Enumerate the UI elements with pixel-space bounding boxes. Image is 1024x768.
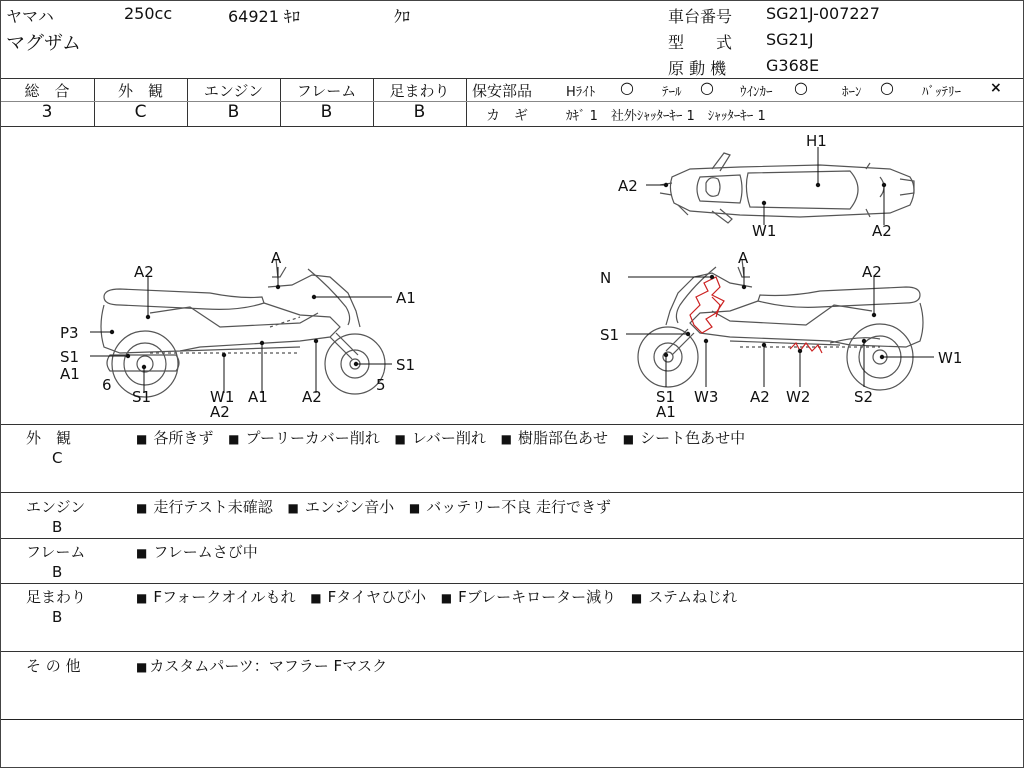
winker-status: ○ bbox=[794, 78, 808, 97]
label-top-a2-left: A2 bbox=[618, 177, 638, 195]
headlight-status: ○ bbox=[620, 78, 634, 97]
label-left-s1-right: S1 bbox=[396, 356, 416, 374]
note-grade: B bbox=[52, 608, 63, 626]
frame-number-label: 車台番号 bbox=[668, 7, 733, 26]
label-top-w1: W1 bbox=[752, 222, 777, 240]
note-item: Fブレーキローター減り bbox=[458, 588, 617, 606]
tail-label: ﾃｰﾙ bbox=[662, 85, 682, 100]
label-right-a: A bbox=[738, 249, 749, 267]
keys-value: ｶｷﾞ 1 社外ｼｬｯﾀｰｷｰ 1 ｼｬｯﾀｰｷｰ 1 bbox=[566, 109, 766, 124]
bullet-icon: ■ bbox=[136, 546, 148, 560]
grade-exterior-label: 外 観 bbox=[117, 82, 163, 100]
label-right-w2: W2 bbox=[786, 388, 811, 406]
engine-code-label: 原 動 機 bbox=[668, 59, 727, 78]
bullet-icon: ■ bbox=[136, 501, 148, 515]
grade-overall-value: 3 bbox=[41, 102, 53, 122]
horn-label: ﾎｰﾝ bbox=[842, 85, 862, 100]
grade-overall-label: 総 合 bbox=[24, 82, 70, 100]
grade-frame-value: B bbox=[320, 102, 333, 122]
winker-label: ｳｲﾝｶｰ bbox=[740, 85, 773, 100]
label-left-a2: A2 bbox=[134, 263, 154, 281]
bullet-icon: ■ bbox=[440, 591, 453, 605]
label-right-w3: W3 bbox=[694, 388, 719, 406]
label-left-5: 5 bbox=[376, 376, 386, 394]
bullet-icon: ■ bbox=[408, 501, 421, 515]
label-right-n: N bbox=[600, 269, 612, 287]
label-left-a2-bottom: A2 bbox=[302, 388, 322, 406]
model-name: マグザム bbox=[6, 32, 82, 54]
engine-code: G368E bbox=[766, 56, 820, 75]
note-category: そ の 他 bbox=[26, 657, 81, 675]
grade-exterior-value: C bbox=[134, 102, 147, 122]
note-item: ステムねじれ bbox=[648, 588, 738, 606]
note-item: Fフォークオイルもれ bbox=[153, 588, 296, 606]
label-top-a2-right: A2 bbox=[872, 222, 892, 240]
battery-label: ﾊﾞｯﾃﾘｰ bbox=[922, 85, 961, 100]
note-grade: B bbox=[52, 518, 63, 536]
bullet-icon: ■ bbox=[228, 432, 240, 446]
label-left-a: A bbox=[271, 249, 282, 267]
keys-label: カ ギ bbox=[486, 108, 528, 124]
bullet-icon: ■ bbox=[630, 591, 643, 605]
label-left-a1-bottom: A1 bbox=[248, 388, 268, 406]
headlight-label: Hﾗｲﾄ bbox=[566, 85, 596, 100]
label-left-s1-bottom: S1 bbox=[132, 388, 152, 406]
bullet-icon: ■ bbox=[394, 432, 406, 446]
note-grade: B bbox=[52, 563, 63, 581]
note-item: バッテリー不良 走行できず bbox=[426, 498, 612, 516]
grade-suspension-value: B bbox=[413, 102, 426, 122]
model-code-label: 型 式 bbox=[668, 33, 733, 52]
model-code: SG21J bbox=[766, 30, 814, 49]
label-left-a1-lower: A1 bbox=[60, 365, 80, 383]
bullet-icon: ■ bbox=[136, 660, 148, 674]
note-item: カスタムパーツ：マフラー Fマスク bbox=[149, 657, 388, 675]
grade-engine-value: B bbox=[227, 102, 240, 122]
note-category: エンジン bbox=[26, 498, 86, 516]
note-grade: C bbox=[52, 449, 63, 467]
grade-suspension-label: 足まわり bbox=[389, 82, 450, 100]
tail-status: ○ bbox=[700, 78, 714, 97]
bullet-icon: ■ bbox=[287, 501, 299, 515]
note-item: 走行テスト未確認 bbox=[153, 498, 273, 516]
note-category: フレーム bbox=[26, 543, 86, 561]
label-right-a1-bottom: A1 bbox=[656, 403, 676, 421]
note-item: レバー削れ bbox=[411, 429, 486, 447]
note-item: シート色あせ中 bbox=[640, 429, 746, 447]
battery-status: × bbox=[990, 80, 1002, 96]
mileage: 64921 ｷﾛ bbox=[228, 7, 300, 26]
bullet-icon: ■ bbox=[622, 432, 635, 446]
maker-name: ヤマハ bbox=[6, 7, 54, 26]
frame-number: SG21J-007227 bbox=[766, 4, 880, 23]
label-right-s2: S2 bbox=[854, 388, 874, 406]
label-right-w1: W1 bbox=[938, 349, 963, 367]
label-right-a2-top: A2 bbox=[862, 263, 882, 281]
label-right-s1-bottom: S1 bbox=[656, 388, 676, 406]
bullet-icon: ■ bbox=[136, 591, 148, 605]
horn-status: ○ bbox=[880, 78, 894, 97]
label-right-s1: S1 bbox=[600, 326, 620, 344]
label-left-p3: P3 bbox=[60, 324, 79, 342]
label-left-a1: A1 bbox=[396, 289, 416, 307]
grade-frame-label: フレーム bbox=[296, 82, 357, 100]
label-left-s1: S1 bbox=[60, 348, 80, 366]
color: ｸﾛ bbox=[394, 7, 411, 26]
label-left-6: 6 bbox=[102, 376, 112, 394]
label-left-a2-under: A2 bbox=[210, 403, 230, 421]
grade-engine-label: エンジン bbox=[203, 82, 264, 100]
note-category: 外 観 bbox=[26, 429, 72, 447]
bullet-icon: ■ bbox=[500, 432, 512, 446]
note-item: 樹脂部色あせ bbox=[517, 429, 608, 447]
note-item: フレームさび中 bbox=[153, 543, 258, 561]
note-category: 足まわり bbox=[26, 588, 87, 606]
note-item: エンジン音小 bbox=[304, 498, 395, 516]
note-item: Fタイヤひび小 bbox=[327, 588, 426, 606]
bullet-icon: ■ bbox=[136, 432, 148, 446]
label-top-h1: H1 bbox=[806, 132, 827, 150]
note-item: プーリーカバー削れ bbox=[245, 429, 380, 447]
displacement: 250cc bbox=[124, 4, 173, 23]
note-item: 各所きず bbox=[153, 429, 214, 447]
bullet-icon: ■ bbox=[310, 591, 322, 605]
label-left-w1: W1 bbox=[210, 388, 235, 406]
safety-parts-label: 保安部品 bbox=[472, 82, 533, 100]
label-right-a2-bottom: A2 bbox=[750, 388, 770, 406]
